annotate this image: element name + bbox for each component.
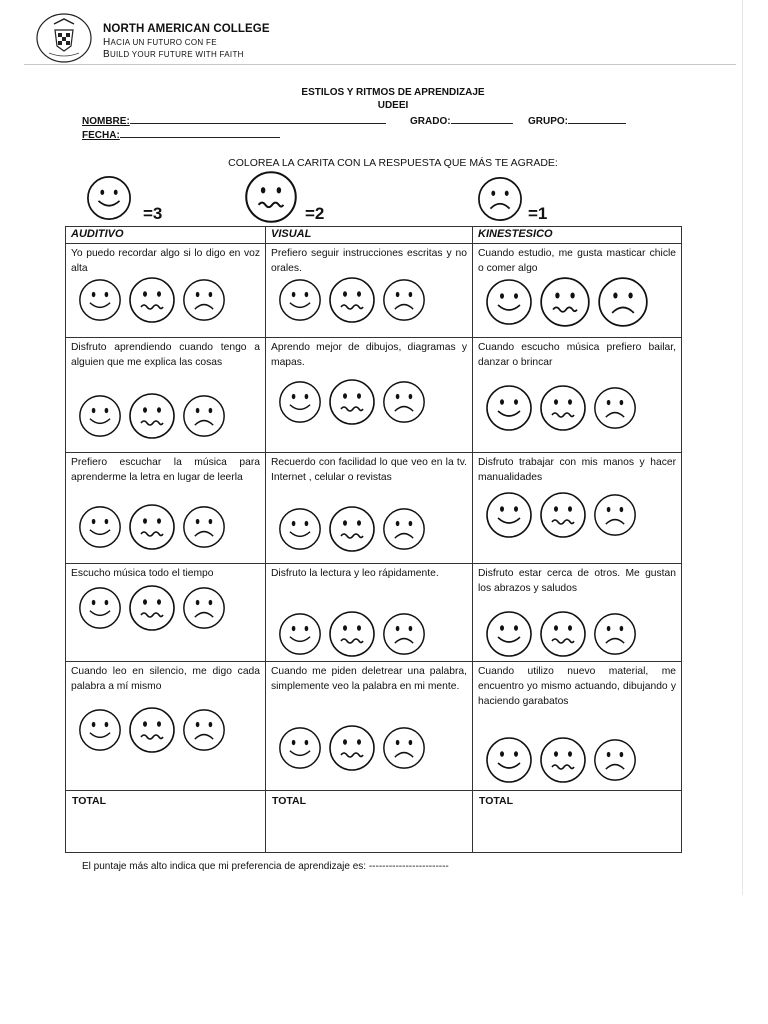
table-row [66,453,682,564]
table-row [66,564,682,662]
face-options [66,503,265,551]
grade-blank-line[interactable] [451,114,513,124]
neutral-face-icon[interactable] [539,736,587,784]
happy-face-icon[interactable] [278,278,322,322]
sad-face-icon[interactable] [593,612,637,656]
sad-face-icon [477,176,523,227]
statement-text: Prefiero seguir instrucciones escritas y no orales. [271,248,467,274]
statement-text: Cuando leo en silencio, me digo cada palabra a mí mismo [71,666,260,692]
name-blank-line[interactable] [130,114,386,124]
neutral-face-icon[interactable] [328,724,376,772]
total-cell-visual[interactable] [266,791,473,853]
statement-cell [473,453,682,564]
neutral-face-icon[interactable] [328,276,376,324]
face-options [473,491,681,539]
column-header-kinestesico: KINESTESICO [473,227,682,244]
legend-value-happy: =3 [143,204,163,223]
sad-face-icon[interactable] [382,507,426,551]
instruction-text: COLOREA LA CARITA CON LA RESPUESTA QUE MÁS TE AGRADE: [228,157,558,169]
sad-face-icon[interactable] [597,276,649,328]
happy-face-icon[interactable] [485,278,533,326]
neutral-face-icon[interactable] [328,505,376,553]
face-options [473,610,681,658]
group-label: GRUPO: [528,116,568,127]
statement-text: Cuando estudio, me gusta masticar chicle o comer algo [478,248,676,274]
neutral-face-icon [244,170,298,229]
total-row [66,791,682,853]
page-subtitle: UDEEI [377,100,409,111]
statement-cell [66,564,266,662]
statement-text: Aprendo mejor de dibujos, diagramas y mapas. [271,342,467,368]
statement-text: Cuando escucho música prefiero bailar, danzar o brincar [478,342,676,368]
face-options [473,736,681,784]
total-cell-kinestesico[interactable] [473,791,682,853]
group-blank-line[interactable] [568,114,626,124]
happy-face-icon[interactable] [78,708,122,752]
face-options [66,392,265,440]
college-name: NORTH AMERICAN COLLEGE [103,23,270,35]
face-options [266,610,472,658]
college-motto-english: BUILD YOUR FUTURE WITH FAITH [103,49,244,60]
total-label: TOTAL [72,795,107,807]
statement-cell [66,662,266,791]
happy-face-icon[interactable] [485,736,533,784]
neutral-face-icon[interactable] [539,610,587,658]
table-row [66,662,682,791]
face-options [266,378,472,426]
column-header-auditivo: AUDITIVO [66,227,266,244]
neutral-face-icon[interactable] [128,276,176,324]
neutral-face-icon[interactable] [128,392,176,440]
legend-neutral-face [244,170,298,229]
statement-text: Escucho música todo el tiempo [71,568,214,579]
statement-text: Yo puedo recordar algo si lo digo en voz alta [71,248,260,274]
statement-cell [266,662,473,791]
date-label: FECHA: [82,130,120,141]
happy-face-icon[interactable] [485,491,533,539]
statement-cell [66,338,266,453]
sad-face-icon[interactable] [182,586,226,630]
statement-cell [66,244,266,338]
date-blank-line[interactable] [120,128,280,138]
happy-face-icon[interactable] [485,384,533,432]
neutral-face-icon[interactable] [128,503,176,551]
statement-text: Cuando me piden deletrear una palabra, simplemente veo la palabra en mi mente. [271,666,467,692]
statement-cell [473,662,682,791]
happy-face-icon[interactable] [278,380,322,424]
footer-note: El puntaje más alto indica que mi preferencia de aprendizaje es: ------------------------ [82,861,449,872]
statement-cell [266,244,473,338]
college-motto-spanish: HACIA UN FUTURO CON FE [103,37,217,48]
statement-cell [473,564,682,662]
happy-face-icon[interactable] [78,394,122,438]
statement-cell [473,244,682,338]
statement-cell [66,453,266,564]
happy-face-icon [86,175,132,226]
sad-face-icon[interactable] [382,278,426,322]
statement-text: Disfruto la lectura y leo rápidamente. [271,568,439,579]
face-options [266,505,472,553]
happy-face-icon[interactable] [485,610,533,658]
learning-styles-table [65,226,682,853]
happy-face-icon[interactable] [78,586,122,630]
total-label: TOTAL [479,795,514,807]
statement-cell [473,338,682,453]
statement-text: Cuando utilizo nuevo material, me encuentro yo mismo actuando, dibujando y haciendo garabatos [478,666,676,707]
header-divider [24,64,736,65]
column-header-visual: VISUAL [266,227,473,244]
sad-face-icon[interactable] [382,612,426,656]
neutral-face-icon[interactable] [539,384,587,432]
statement-cell [266,338,473,453]
face-options [266,724,472,772]
face-options [66,584,265,632]
face-options [473,276,681,328]
face-options [66,276,265,324]
table-header-row [66,227,682,244]
face-options [473,384,681,432]
face-options [66,706,265,754]
college-logo-icon [35,12,93,64]
neutral-face-icon[interactable] [128,706,176,754]
happy-face-icon[interactable] [78,278,122,322]
neutral-face-icon[interactable] [328,610,376,658]
statement-text: Disfruto estar cerca de otros. Me gustan los abrazos y saludos [478,568,676,594]
page-title: ESTILOS Y RITMOS DE APRENDIZAJE [301,87,485,98]
sad-face-icon[interactable] [182,278,226,322]
total-cell-auditivo[interactable] [66,791,266,853]
sad-face-icon[interactable] [182,505,226,549]
statement-cell [266,453,473,564]
name-label: NOMBRE: [82,116,130,127]
happy-face-icon[interactable] [278,507,322,551]
face-options [266,276,472,324]
sad-face-icon[interactable] [182,708,226,752]
total-label: TOTAL [272,795,307,807]
statement-text: Disfruto aprendiendo cuando tengo a alguien que me explica las cosas [71,342,260,368]
happy-face-icon[interactable] [278,726,322,770]
legend-sad-face [477,176,523,227]
sad-face-icon[interactable] [382,726,426,770]
table-row [66,244,682,338]
sad-face-icon[interactable] [593,386,637,430]
neutral-face-icon[interactable] [539,276,591,328]
legend-happy-face [86,175,132,226]
sad-face-icon[interactable] [593,738,637,782]
group-field[interactable] [528,114,626,127]
statement-text: Recuerdo con facilidad lo que veo en la tv. Internet , celular o revistas [271,457,467,483]
grade-field[interactable] [410,114,513,127]
sad-face-icon[interactable] [382,380,426,424]
statement-text: Disfruto trabajar con mis manos y hacer manualidades [478,457,676,483]
sad-face-icon[interactable] [182,394,226,438]
statement-text: Prefiero escuchar la música para aprenderme la letra en lugar de leerla [71,457,260,483]
date-field[interactable] [82,128,280,141]
legend-value-neutral: =2 [305,204,325,223]
neutral-face-icon[interactable] [128,584,176,632]
happy-face-icon[interactable] [278,612,322,656]
table-row [66,338,682,453]
neutral-face-icon[interactable] [539,491,587,539]
sad-face-icon[interactable] [593,493,637,537]
happy-face-icon[interactable] [78,505,122,549]
neutral-face-icon[interactable] [328,378,376,426]
grade-label: GRADO: [410,116,451,127]
legend-value-sad: =1 [528,204,548,223]
statement-cell [266,564,473,662]
name-field[interactable] [82,114,386,127]
